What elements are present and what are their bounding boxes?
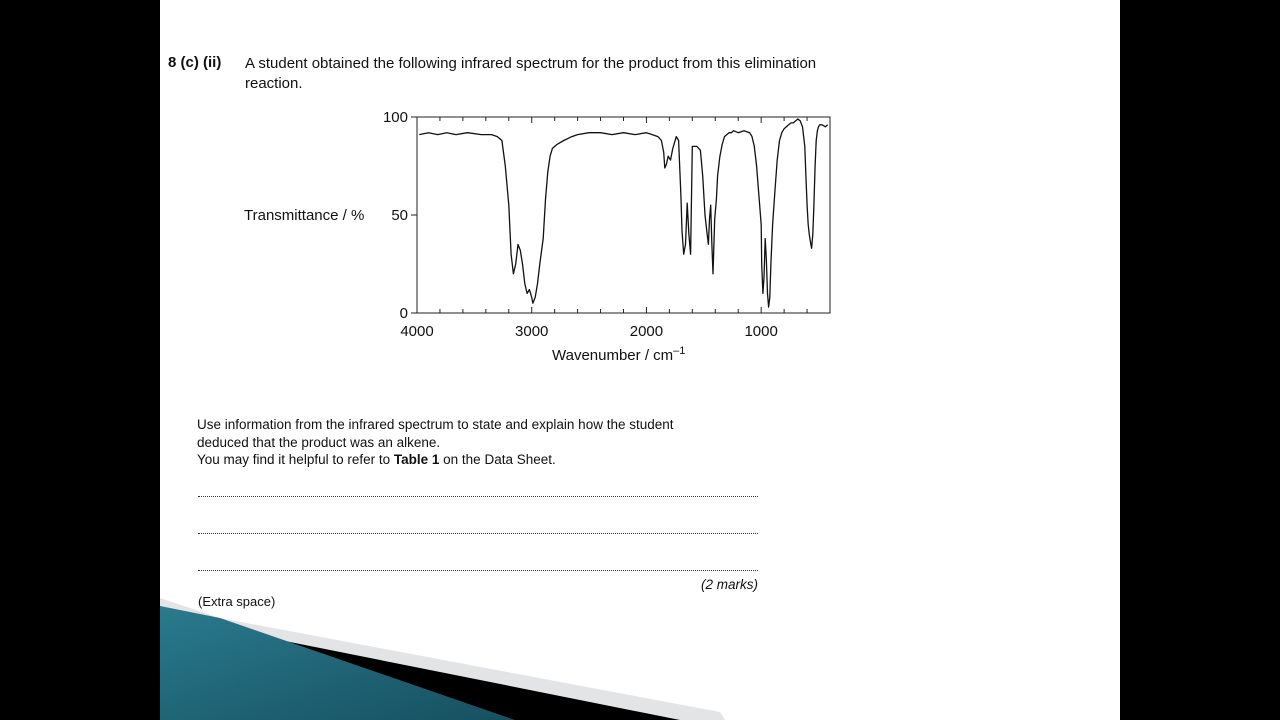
marks-label: (2 marks) bbox=[701, 577, 758, 592]
y-tick-label: 50 bbox=[391, 207, 408, 224]
y-tick-label: 100 bbox=[382, 109, 408, 126]
y-tick-label: 0 bbox=[399, 305, 408, 322]
slide-decoration bbox=[160, 0, 1120, 720]
x-tick-label: 1000 bbox=[744, 323, 778, 340]
instruction-line-1: Use information from the infrared spectrum to state and explain how the student bbox=[197, 417, 674, 432]
slide bbox=[160, 0, 1120, 720]
table-reference: Table 1 bbox=[393, 452, 440, 467]
decor-teal-band bbox=[160, 606, 515, 720]
x-axis-label-text: Wavenumber / cm bbox=[552, 347, 674, 364]
extra-space-label: (Extra space) bbox=[198, 594, 276, 609]
question-number: 8 (c) (ii) bbox=[168, 54, 222, 71]
x-tick-label: 2000 bbox=[629, 323, 664, 340]
instruction-line-3-pre: You may find it helpful to refer to bbox=[197, 452, 394, 467]
question-text: A student obtained the following infrared spectrum for the product from this elimination reaction. bbox=[245, 55, 817, 92]
x-tick-label: 3000 bbox=[515, 323, 549, 340]
y-axis-label: Transmittance / % bbox=[244, 207, 365, 224]
x-tick-label: 4000 bbox=[400, 323, 434, 340]
x-axis-label-exponent: –1 bbox=[673, 345, 686, 357]
instruction-line-2: deduced that the product was an alkene. bbox=[197, 434, 441, 450]
instruction-line-3-post: on the Data Sheet. bbox=[439, 452, 556, 467]
